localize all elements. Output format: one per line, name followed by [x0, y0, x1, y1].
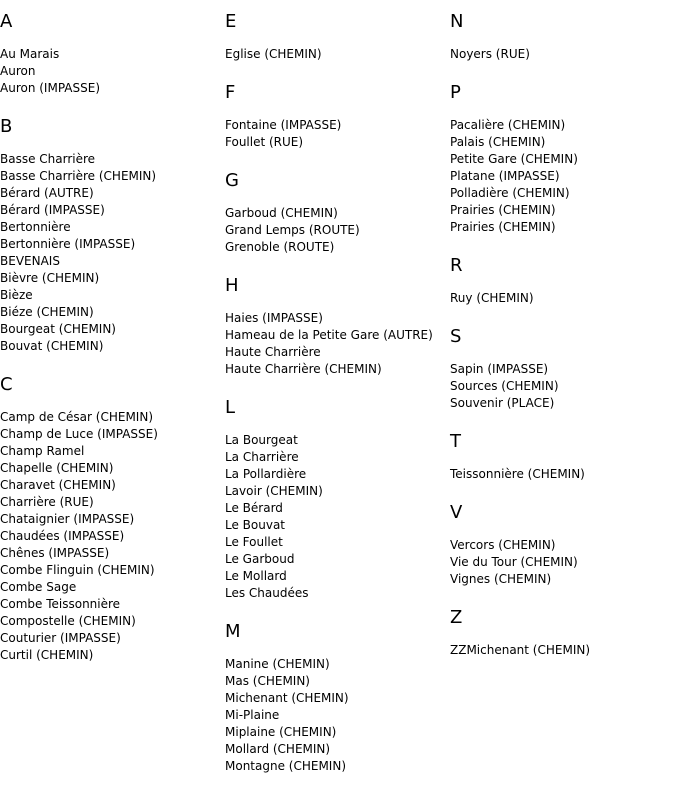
street-list-item[interactable]: Le Garboud — [225, 552, 295, 566]
street-list-item[interactable]: Le Foullet — [225, 535, 283, 549]
street-list — [450, 466, 675, 483]
street-list-item[interactable]: Souvenir (PLACE) — [450, 396, 555, 410]
street-list-item[interactable]: Grenoble (ROUTE) — [225, 240, 335, 254]
section-letter-heading: A — [0, 11, 13, 32]
section-letter-heading: G — [225, 170, 239, 191]
street-list-item[interactable]: Montagne (CHEMIN) — [225, 759, 346, 773]
street-list-item[interactable]: Lavoir (CHEMIN) — [225, 484, 323, 498]
street-list-item[interactable]: ZZMichenant (CHEMIN) — [450, 643, 591, 657]
street-list-item[interactable]: Mi-Plaine — [225, 708, 280, 722]
street-list-item[interactable]: Palais (CHEMIN) — [450, 135, 546, 149]
street-list-item[interactable]: Haute Charrière (CHEMIN) — [225, 362, 382, 376]
street-list-item[interactable]: Vercors (CHEMIN) — [450, 538, 556, 552]
street-list — [450, 537, 675, 588]
street-list-item[interactable]: Polladière (CHEMIN) — [450, 186, 570, 200]
street-list — [450, 642, 675, 659]
letter-section — [450, 12, 675, 63]
street-list-item[interactable]: Prairies (CHEMIN) — [450, 203, 556, 217]
street-list-item[interactable]: Mas (CHEMIN) — [225, 674, 310, 688]
street-list — [450, 361, 675, 412]
letter-section — [450, 256, 675, 307]
street-list — [225, 46, 450, 63]
index-column-2 — [225, 12, 450, 795]
street-list-item[interactable]: Eglise (CHEMIN) — [225, 47, 322, 61]
letter-section — [450, 83, 675, 236]
street-list-item[interactable]: Charrière (RUE) — [0, 495, 94, 509]
street-list-item[interactable]: Sapin (IMPASSE) — [450, 362, 549, 376]
letter-section — [225, 83, 450, 151]
letter-section — [225, 12, 450, 63]
index-column-1 — [0, 12, 225, 684]
street-list-item[interactable]: Garboud (CHEMIN) — [225, 206, 338, 220]
street-list-item[interactable]: Auron (IMPASSE) — [0, 81, 100, 95]
street-list-item[interactable]: Biéze (CHEMIN) — [0, 305, 94, 319]
index-column-3 — [450, 12, 675, 679]
street-list-item[interactable]: Ruy (CHEMIN) — [450, 291, 534, 305]
street-list — [225, 432, 450, 602]
letter-section — [225, 622, 450, 775]
street-list-item[interactable]: Combe Sage — [0, 580, 77, 594]
section-letter-heading: C — [0, 374, 13, 395]
section-letter-heading: B — [0, 116, 13, 137]
street-list-item[interactable]: Basse Charrière (CHEMIN) — [0, 169, 157, 183]
section-letter-heading: P — [450, 82, 461, 103]
street-list-item[interactable]: Teissonnière (CHEMIN) — [450, 467, 585, 481]
street-list — [0, 151, 225, 355]
street-list-item[interactable]: La Pollardière — [225, 467, 307, 481]
street-list-item[interactable]: Prairies (CHEMIN) — [450, 220, 556, 234]
street-list-item[interactable]: Bérard (AUTRE) — [0, 186, 94, 200]
street-list-item[interactable]: Charavet (CHEMIN) — [0, 478, 116, 492]
street-list-item[interactable]: Camp de César (CHEMIN) — [0, 410, 153, 424]
street-list-item[interactable]: Vie du Tour (CHEMIN) — [450, 555, 578, 569]
street-list — [450, 117, 675, 236]
street-list-item[interactable]: Champ Ramel — [0, 444, 85, 458]
street-list-item[interactable]: Chaudées (IMPASSE) — [0, 529, 125, 543]
street-list — [450, 46, 675, 63]
street-list-item[interactable]: Grand Lemps (ROUTE) — [225, 223, 360, 237]
street-list-item[interactable]: Le Bouvat — [225, 518, 286, 532]
street-list-item[interactable]: Pacalière (CHEMIN) — [450, 118, 566, 132]
street-list-item[interactable]: BEVENAIS — [0, 254, 60, 268]
street-list-item[interactable]: Hameau de la Petite Gare (AUTRE) — [225, 328, 433, 342]
street-list-item[interactable]: Couturier (IMPASSE) — [0, 631, 121, 645]
street-list-item[interactable]: Fontaine (IMPASSE) — [225, 118, 342, 132]
street-list-item[interactable]: Champ de Luce (IMPASSE) — [0, 427, 158, 441]
street-list-item[interactable]: Haies (IMPASSE) — [225, 311, 323, 325]
street-list-item[interactable]: La Bourgeat — [225, 433, 298, 447]
street-list-item[interactable]: La Charrière — [225, 450, 299, 464]
section-letter-heading: S — [450, 326, 462, 347]
street-list-item[interactable]: Chênes (IMPASSE) — [0, 546, 110, 560]
section-letter-heading: E — [225, 11, 237, 32]
section-letter-heading: V — [450, 502, 463, 523]
letter-section — [450, 327, 675, 412]
letter-section — [450, 432, 675, 483]
street-list-item[interactable]: Sources (CHEMIN) — [450, 379, 559, 393]
letter-section — [225, 398, 450, 602]
street-list-item[interactable]: Michenant (CHEMIN) — [225, 691, 349, 705]
section-letter-heading: R — [450, 255, 463, 276]
letter-section — [450, 608, 675, 659]
section-letter-heading: L — [225, 397, 236, 418]
street-list-item[interactable]: Mollard (CHEMIN) — [225, 742, 331, 756]
street-list-item[interactable]: Compostelle (CHEMIN) — [0, 614, 136, 628]
street-list-item[interactable]: Au Marais — [0, 47, 60, 61]
letter-section — [450, 503, 675, 588]
street-list-item[interactable]: Bouvat (CHEMIN) — [0, 339, 104, 353]
street-list — [225, 310, 450, 378]
street-list-item[interactable]: Bièvre (CHEMIN) — [0, 271, 100, 285]
street-list — [450, 290, 675, 307]
letter-section — [0, 117, 225, 355]
street-list — [225, 117, 450, 151]
street-list — [225, 656, 450, 775]
section-letter-heading: M — [225, 621, 241, 642]
street-list-item[interactable]: Manine (CHEMIN) — [225, 657, 330, 671]
street-list-item[interactable]: Noyers (RUE) — [450, 47, 530, 61]
street-list-item[interactable]: Combe Flinguin (CHEMIN) — [0, 563, 155, 577]
street-list-item[interactable]: Bérard (IMPASSE) — [0, 203, 105, 217]
street-list — [0, 409, 225, 664]
street-list-item[interactable]: Bourgeat (CHEMIN) — [0, 322, 116, 336]
section-letter-heading: N — [450, 11, 464, 32]
section-letter-heading: F — [225, 82, 236, 103]
street-list-item[interactable]: Basse Charrière — [0, 152, 96, 166]
street-list-item[interactable]: Les Chaudées — [225, 586, 309, 600]
letter-section — [225, 276, 450, 378]
letter-section — [0, 375, 225, 664]
street-list-item[interactable]: Auron — [0, 64, 36, 78]
street-list-item[interactable]: Bertonnière (IMPASSE) — [0, 237, 136, 251]
section-letter-heading: Z — [450, 607, 463, 628]
street-list — [0, 46, 225, 97]
letter-section — [0, 12, 225, 97]
street-list-item[interactable]: Foullet (RUE) — [225, 135, 304, 149]
street-list-item[interactable]: Bertonnière — [0, 220, 71, 234]
street-list-item[interactable]: Combe Teissonnière — [0, 597, 121, 611]
street-list-item[interactable]: Miplaine (CHEMIN) — [225, 725, 337, 739]
street-list-item[interactable]: Le Mollard — [225, 569, 287, 583]
street-list-item[interactable]: Platane (IMPASSE) — [450, 169, 560, 183]
section-letter-heading: H — [225, 275, 239, 296]
street-list-item[interactable]: Chataignier (IMPASSE) — [0, 512, 135, 526]
section-letter-heading: T — [450, 431, 461, 452]
street-list-item[interactable]: Le Bérard — [225, 501, 283, 515]
street-list-item[interactable]: Curtil (CHEMIN) — [0, 648, 94, 662]
street-list-item[interactable]: Bièze — [0, 288, 33, 302]
street-list-item[interactable]: Petite Gare (CHEMIN) — [450, 152, 578, 166]
street-list-item[interactable]: Chapelle (CHEMIN) — [0, 461, 114, 475]
street-list-item[interactable]: Vignes (CHEMIN) — [450, 572, 552, 586]
street-list — [225, 205, 450, 256]
letter-section — [225, 171, 450, 256]
street-list-item[interactable]: Haute Charrière — [225, 345, 321, 359]
